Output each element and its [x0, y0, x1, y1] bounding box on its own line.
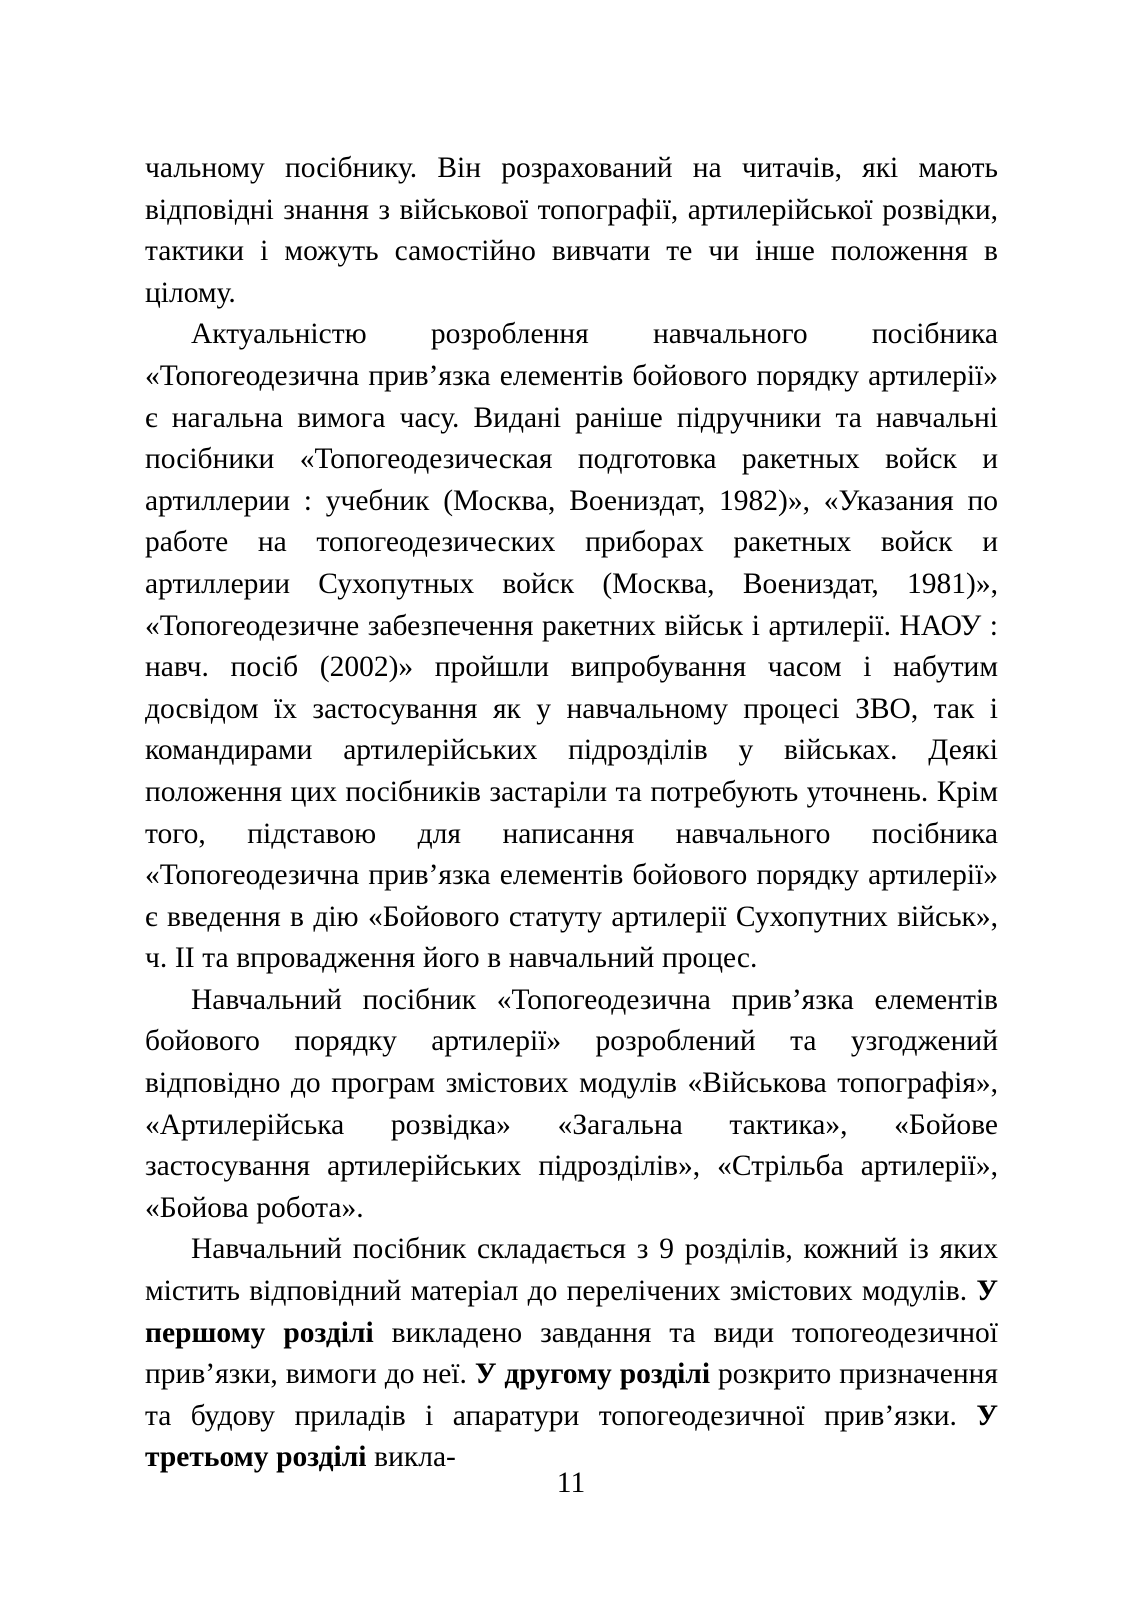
page-number: 11	[556, 1467, 586, 1499]
text-run: розкрито призначення та будову приладів і апаратури топогеодезичної прив’язки.	[145, 1358, 998, 1432]
paragraph-4	[145, 1229, 998, 1479]
text-run: Актуальністю розроблення навчального посібника «Топогеодезична прив’язка елементів бойового порядку артилерії» є нагальна вимога часу. Видані раніше підручники та навчальні посібники «Топогеодезическая подготовка ракетных войск и артиллерии : учебник (Москва, Воениздат, 1982)», «Указания по работе на топогеодезических приборах ракетных войск и артиллерии Сухопутных войск (Москва, Воениздат, 1981)», «Топогеодезичне забезпечення ракетних військ і артилерії. НАОУ : навч. посіб (2002)» пройшли випробування часом і набутим досвідом їх застосування як у навчальному процесі ЗВО, так і командирами артилерійських підрозділів у військах. Деякі положення цих посібників застаріли та потребують уточнень. Крім того, підставою для написання навчального посібника «Топогеодезична прив’язка елементів бойового порядку артилерії» є введення в дію «Бойового статуту артилерії Сухопутних військ», ч. II та впровадження його в навчальний процес.	[145, 318, 998, 975]
paragraph-3	[145, 980, 998, 1230]
paragraph-2	[145, 314, 998, 980]
emphasis-run: У третьому розділі	[145, 1399, 998, 1474]
text-run: чальному посібнику. Він розрахований на читачів, які мають відповідні знання з військової топографії, артилерійської розвідки, тактики і можуть самостійно вивчати те чи інше положення в цілому.	[145, 152, 998, 309]
paragraph-1	[145, 148, 998, 314]
text-run: викладено завдання та види топогеодезичної прив’язки, вимоги до неї.	[145, 1316, 998, 1391]
text-run: Навчальний посібник «Топогеодезична прив’язка елементів бойового порядку артилерії» розроблений та узгоджений відповідно до програм змістових модулів «Військова топографія», «Артилерійська розвідка» «Загальна тактика», «Бойове застосування артилерійських підрозділів», «Стрільба артилерії», «Бойова робота».	[145, 983, 998, 1224]
emphasis-run: У першому розділі	[145, 1275, 998, 1349]
text-run: викла-	[366, 1441, 456, 1474]
text-run: Навчальний посібник складається з 9 розділів, кожний із яких містить відповідний матеріал до перелічених змістових модулів.	[145, 1233, 998, 1308]
emphasis-run: У другому розділі	[474, 1358, 711, 1391]
page-body-text	[145, 148, 998, 1479]
